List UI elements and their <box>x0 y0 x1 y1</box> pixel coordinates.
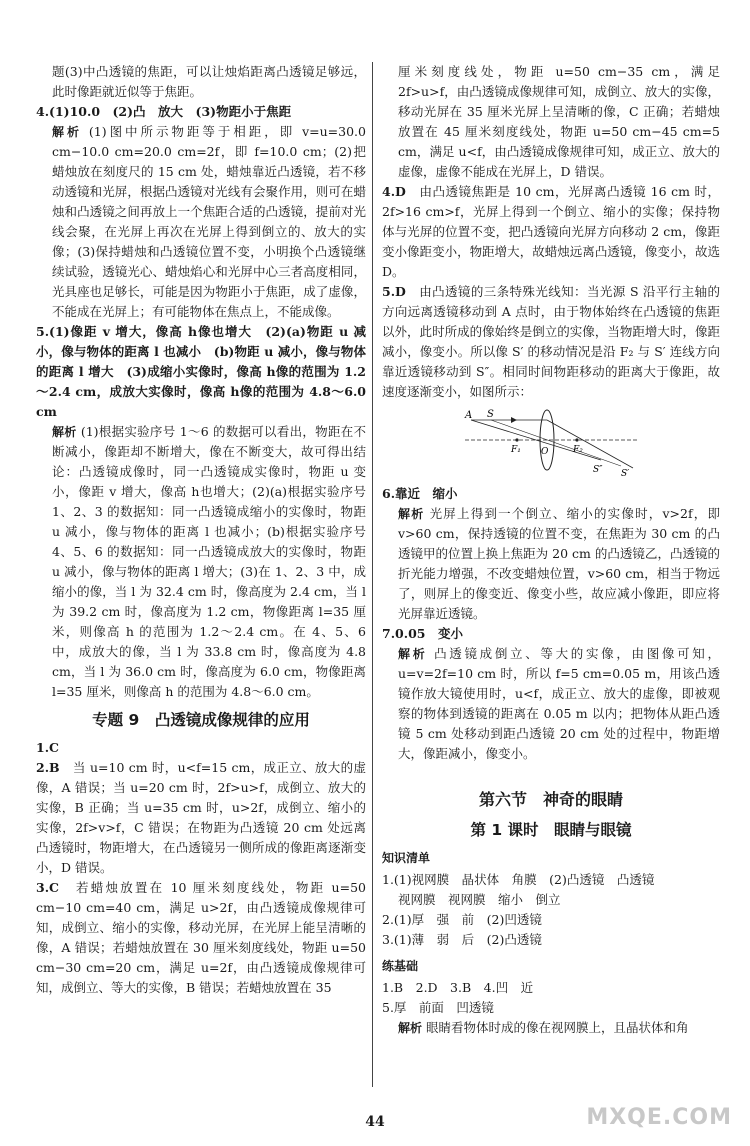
p5-label: 解析 <box>398 1021 423 1035</box>
ray-center-2 <box>491 420 621 466</box>
q4-text: (1)图中所示物距等于相距，即 v=u=30.0 cm−10.0 cm=20.0 cm=2f，即 f=10.0 cm；(2)把蜡烛放在刻度尺的 15 cm 处，蜡烛靠近凸透镜，若不移动透镜和光屏，根据凸透镜对光线有会聚作用，则可在蜡烛和凸透镜之间再放上一个焦距合适的凸透镜，提前对光线会聚，在光屏上再次在光屏上得到倒立的、放大的实像；(3)保持蜡烛和凸透镜位置不变，小明换个凸透镜继续试验，透镜光心、蜡烛焰心和光屏中心三者高度相同，光具座也足够长，可能是因为物距小于焦距，成了虚像，不能成在光屏上；有可能物体在焦点上，不能成像。 <box>52 124 366 319</box>
label-f2: F₂ <box>573 445 583 455</box>
arrow-head <box>511 417 517 423</box>
q5-explanation <box>36 422 366 702</box>
rq7-label: 解析 <box>398 647 428 661</box>
label-s-double: S″ <box>593 465 603 475</box>
rq5-answer: 5.D <box>382 284 406 299</box>
f2-point <box>575 438 578 441</box>
practice-heading: 练基础 <box>382 959 419 973</box>
rq6-explanation <box>382 504 720 624</box>
rq6-label: 解析 <box>398 507 425 521</box>
f1-point <box>515 438 518 441</box>
rq4-answer: 4.D <box>382 184 406 199</box>
rq5-text: 由凸透镜的三条特殊光线知：当光源 S 沿平行主轴的方向远离透镜移动到 A 点时，由于物体始终在凸透镜的焦距以外，此时所成的像始终是倒立的实像，当物距增大时，像距减小，像变小。所以像 S′ 的移动情况是沿 F₂ 与 S′ 连线方向靠近透镜移动到 S″。相同时间物距移动的距离大于像距，故速度逐渐变小，如图所示： <box>382 284 720 399</box>
lesson-title: 第 1 课时 眼睛与眼镜 <box>470 821 632 839</box>
k1b-line: 视网膜 视网膜 缩小 倒立 <box>398 892 561 907</box>
left-column <box>36 62 366 998</box>
left-continuation: 题(3)中凸透镜的焦距，可以让烛焰距离凸透镜足够远，此时像距就近似等于焦距。 <box>52 64 366 99</box>
q4-answer <box>36 102 366 122</box>
q4-explanation <box>36 122 366 322</box>
watermark: MXQE.COM <box>586 1105 732 1130</box>
knowledge-heading: 知识清单 <box>382 851 431 865</box>
q5-answer <box>36 322 366 422</box>
t2-block <box>36 758 366 878</box>
t3-answer: 3.C <box>36 880 59 895</box>
q4-answer-text: 4.(1)10.0 (2)凸 放大 (3)物距小于焦距 <box>36 104 292 119</box>
rq4-block <box>382 182 720 282</box>
topic9-title: 专题 9 凸透镜成像规律的应用 <box>92 711 310 729</box>
k2-line: 2.(1)厚 强 前 (2)凹透镜 <box>382 912 542 927</box>
page-number: 44 <box>365 1114 385 1130</box>
label-a: A <box>465 410 473 421</box>
k1-line: 1.(1)视网膜 晶状体 角膜 (2)凸透镜 凸透镜 <box>382 872 655 887</box>
t1-answer: 1.C <box>36 740 59 755</box>
q5-text: (1)根据实验序号 1～6 的数据可以看出，物距在不断减小，像距却不断增大，像在不断变大，故可得出结论：凸透镜成像时，同一凸透镜成实像时，物距 u 变小，像距 v 增大，像高 h也增大；(2)(a)根据实验序号 1、2、3 的数据知：同一凸透镜成缩小的实像时，物距 u 减小，像与物体的距离 l 也减小；(b)根据实验序号 4、5、6 的数据知：同一凸透镜成放大的实像时，物距 u 减小，像与物体的距离 l 增大；(3)在 1、2、3 中，成缩小的像，当 l 为 32.4 cm 时，像高度为 2.4 cm，当 l 为 39.2 cm 时，像高度为 1.2 cm，物像距离 l=35 厘米，则像高 h 的范围为 1.2～2.4 cm。在 4、5、6 中，成放大的像，当 l 为 33.8 cm 时，像高度为 4.8 cm，当 l 为 36.0 cm 时，像高度为 6.0 cm，物像距离 l=35 厘米，则像高 h 的范围为 4.8～6.0 cm。 <box>52 424 366 699</box>
section-title: 第六节 神奇的眼睛 <box>478 790 623 809</box>
t2-answer: 2.B <box>36 760 60 775</box>
rq6-answer <box>382 484 720 504</box>
rq7-text: 凸透镜成倒立、等大的实像，由图像可知，u=v=2f=10 cm 时，所以 f=5 cm=0.05 m，用该凸透镜作放大镜使用时，u<f，成正立、放大的虚像，即被观察的物体到透镜的距离在 0.05 m 以内；把物体从距凸透镜 5 cm 处移动到距凸透镜 20 cm 处的过程中，物距增大，像距减小，像变小。 <box>398 646 720 761</box>
rq5-block <box>382 282 720 402</box>
rq7-answer-text: 7.0.05 变小 <box>382 626 463 641</box>
right-column <box>382 62 720 1038</box>
t2-text: 当 u=10 cm 时，u<f=15 cm，成正立、放大的虚像，A 错误；当 u=20 cm 时，2f>u>f，成倒立、放大的实像，B 正确；当 u=35 cm 时，u>2f，成倒立、缩小的实像，2f>v>f，C 错误；在物距为凸透镜 20 cm 处远离凸透镜时，物距增大，在凸透镜另一侧所成的像距离逐渐变小，D 错误。 <box>36 760 366 875</box>
p5-text: 眼睛看物体时成的像在视网膜上，且晶状体和角 <box>426 1020 689 1035</box>
t3-text: 若蜡烛放置在 10 厘米刻度线处，物距 u=50 cm−10 cm=40 cm，满足 u>2f，由凸透镜成像规律可知，成倒立、缩小的实像，移动光屏，在光屏上能呈清晰的像，A 错误；若蜡烛放置在 30 厘米刻度线处，物距 u=50 cm−30 cm=20 cm，满足 u=2f，由凸透镜成像规律可知，成倒立、等大的实像，B 错误；若蜡烛放置在 35 <box>36 880 366 995</box>
label-o: O <box>541 447 549 457</box>
p5-explanation <box>382 1018 720 1038</box>
rq6-answer-text: 6.靠近 缩小 <box>382 486 458 501</box>
q5-answer-text: 5.(1)像距 v 增大，像高 h像也增大 (2)(a)物距 u 减小，像与物体的距离 l 也减小 (b)物距 u 减小，像与物体的距离 l 增大 (3)成缩小实像时，像高 h像的范围为 1.2～2.4 cm，成放大实像时，像高 h像的范围为 4.8～6.0 cm <box>36 324 366 419</box>
rq4-text: 由凸透镜焦距是 10 cm，光屏离凸透镜 16 cm 时，2f>16 cm>f，光屏上得到一个倒立、缩小的实像；保持物体与光屏的位置不变，把凸透镜向光屏方向移动 2 cm，像距变小像距变小，物距增大，故蜡烛远离凸透镜，像变小，故选 D。 <box>382 184 720 279</box>
column-divider <box>372 62 373 1087</box>
rq6-text: 光屏上得到一个倒立、缩小的实像时，v>2f，即 v>60 cm，保持透镜的位置不变，在焦距为 30 cm 的凸透镜甲的位置上换上焦距为 20 cm 的凸透镜乙，凸透镜的折光能力增强，不改变蜡烛位置，v>60 cm，相当于物远了，则屏上的像变近、像变小些，故应减小像距，即应将光屏靠近透镜。 <box>398 506 720 621</box>
p1-line: 1.B 2.D 3.B 4.凹 近 <box>382 980 534 995</box>
label-f1: F₁ <box>511 445 521 455</box>
q4-label: 解析 <box>52 125 82 139</box>
right-continuation: 厘米刻度线处，物距 u=50 cm−35 cm，满足 2f>u>f，由凸透镜成像规律可知，成倒立、放大的实像，移动光屏在 35 厘米光屏上呈清晰的像，C 正确；若蜡烛放置在 45 厘米刻度线处，物距 u=50 cm−45 cm=5 cm，满足 u<f，由凸透镜成像规律可知，成正立、放大的虚像，虚像不能成在光屏上，D 错误。 <box>398 64 720 179</box>
label-s: S <box>487 409 494 420</box>
ray-refracted <box>547 420 633 468</box>
lens-ray-diagram <box>461 406 641 478</box>
rq7-explanation <box>382 644 720 764</box>
q5-label: 解析 <box>52 425 77 439</box>
label-s-prime: S′ <box>621 469 630 478</box>
rq7-answer <box>382 624 720 644</box>
k3-line: 3.(1)薄 弱 后 (2)凸透镜 <box>382 932 542 947</box>
p5-line: 5.厚 前面 凹透镜 <box>382 1000 494 1015</box>
t3-block <box>36 878 366 998</box>
